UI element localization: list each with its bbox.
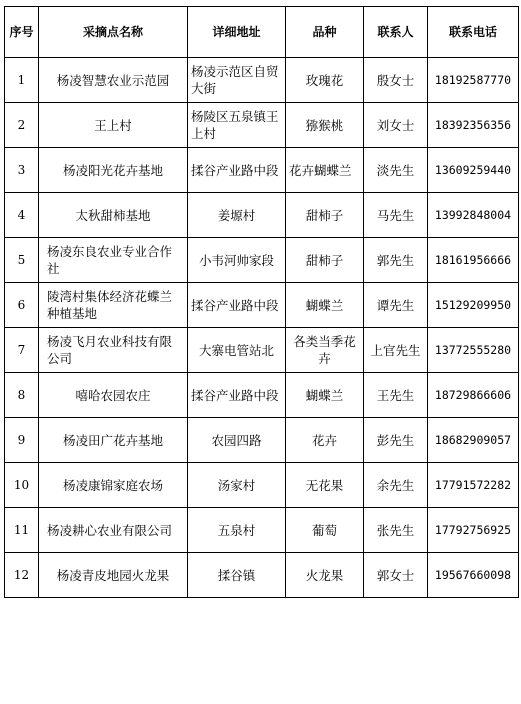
cell-name: 太秋甜柿基地 <box>39 193 188 238</box>
cell-name: 杨凌阳光花卉基地 <box>39 148 188 193</box>
cell-address: 揉谷镇 <box>188 553 286 598</box>
cell-variety: 甜柿子 <box>286 238 364 283</box>
cell-name: 杨凌耕心农业有限公司 <box>39 508 188 553</box>
cell-address: 揉谷产业路中段 <box>188 283 286 328</box>
cell-index: 11 <box>5 508 39 553</box>
cell-variety: 甜柿子 <box>286 193 364 238</box>
cell-variety: 各类当季花卉 <box>286 328 364 373</box>
cell-phone: 18161956666 <box>428 238 519 283</box>
cell-name: 杨凌田广花卉基地 <box>39 418 188 463</box>
header-address: 详细地址 <box>188 7 286 58</box>
cell-contact: 刘女士 <box>364 103 428 148</box>
cell-index: 5 <box>5 238 39 283</box>
cell-phone: 15129209950 <box>428 283 519 328</box>
table-row <box>5 463 519 508</box>
cell-name: 杨凌智慧农业示范园 <box>39 58 188 103</box>
table-row <box>5 58 519 103</box>
table-row <box>5 508 519 553</box>
cell-variety: 玫瑰花 <box>286 58 364 103</box>
cell-name: 嘻哈农园农庄 <box>39 373 188 418</box>
cell-phone: 13992848004 <box>428 193 519 238</box>
cell-variety: 葡萄 <box>286 508 364 553</box>
cell-index: 1 <box>5 58 39 103</box>
table-header-row <box>5 7 519 58</box>
cell-contact: 彭先生 <box>364 418 428 463</box>
cell-variety: 蝴蝶兰 <box>286 373 364 418</box>
cell-variety: 花卉蝴蝶兰 <box>286 148 364 193</box>
cell-contact: 淡先生 <box>364 148 428 193</box>
table-row <box>5 148 519 193</box>
cell-variety: 无花果 <box>286 463 364 508</box>
cell-variety: 蝴蝶兰 <box>286 283 364 328</box>
header-phone: 联系电话 <box>428 7 519 58</box>
header-index: 序号 <box>5 7 39 58</box>
cell-phone: 13609259440 <box>428 148 519 193</box>
table-row <box>5 283 519 328</box>
table-row <box>5 328 519 373</box>
cell-phone: 18192587770 <box>428 58 519 103</box>
table-row <box>5 373 519 418</box>
cell-address: 姜塬村 <box>188 193 286 238</box>
header-variety: 品种 <box>286 7 364 58</box>
cell-name: 陵湾村集体经济花蝶兰种植基地 <box>39 283 188 328</box>
cell-address: 大寨电管站北 <box>188 328 286 373</box>
cell-index: 10 <box>5 463 39 508</box>
cell-address: 杨陵区五泉镇王上村 <box>188 103 286 148</box>
cell-variety: 猕猴桃 <box>286 103 364 148</box>
cell-contact: 殷女士 <box>364 58 428 103</box>
cell-name: 杨凌青皮地园火龙果 <box>39 553 188 598</box>
cell-address: 汤家村 <box>188 463 286 508</box>
cell-address: 揉谷产业路中段 <box>188 148 286 193</box>
cell-index: 2 <box>5 103 39 148</box>
cell-contact: 马先生 <box>364 193 428 238</box>
table-row <box>5 238 519 283</box>
cell-contact: 郭女士 <box>364 553 428 598</box>
table-row <box>5 193 519 238</box>
cell-address: 五泉村 <box>188 508 286 553</box>
cell-phone: 19567660098 <box>428 553 519 598</box>
cell-phone: 13772555280 <box>428 328 519 373</box>
header-name: 采摘点名称 <box>39 7 188 58</box>
picking-sites-table <box>4 6 519 598</box>
cell-name: 杨凌康锦家庭农场 <box>39 463 188 508</box>
cell-phone: 18682909057 <box>428 418 519 463</box>
cell-address: 小韦河帅家段 <box>188 238 286 283</box>
cell-address: 揉谷产业路中段 <box>188 373 286 418</box>
cell-variety: 火龙果 <box>286 553 364 598</box>
cell-index: 9 <box>5 418 39 463</box>
cell-phone: 17792756925 <box>428 508 519 553</box>
cell-contact: 上官先生 <box>364 328 428 373</box>
cell-address: 农园四路 <box>188 418 286 463</box>
table-row <box>5 103 519 148</box>
cell-index: 6 <box>5 283 39 328</box>
cell-name: 杨凌东良农业专业合作社 <box>39 238 188 283</box>
cell-index: 7 <box>5 328 39 373</box>
cell-contact: 郭先生 <box>364 238 428 283</box>
cell-contact: 张先生 <box>364 508 428 553</box>
cell-phone: 18392356356 <box>428 103 519 148</box>
cell-contact: 谭先生 <box>364 283 428 328</box>
table-row <box>5 418 519 463</box>
cell-name: 王上村 <box>39 103 188 148</box>
cell-index: 8 <box>5 373 39 418</box>
cell-address: 杨凌示范区自贸大街 <box>188 58 286 103</box>
cell-contact: 王先生 <box>364 373 428 418</box>
cell-phone: 17791572282 <box>428 463 519 508</box>
cell-index: 4 <box>5 193 39 238</box>
cell-variety: 花卉 <box>286 418 364 463</box>
cell-name: 杨凌飞月农业科技有限公司 <box>39 328 188 373</box>
cell-index: 12 <box>5 553 39 598</box>
table-row <box>5 553 519 598</box>
cell-index: 3 <box>5 148 39 193</box>
cell-phone: 18729866606 <box>428 373 519 418</box>
cell-contact: 余先生 <box>364 463 428 508</box>
header-contact: 联系人 <box>364 7 428 58</box>
